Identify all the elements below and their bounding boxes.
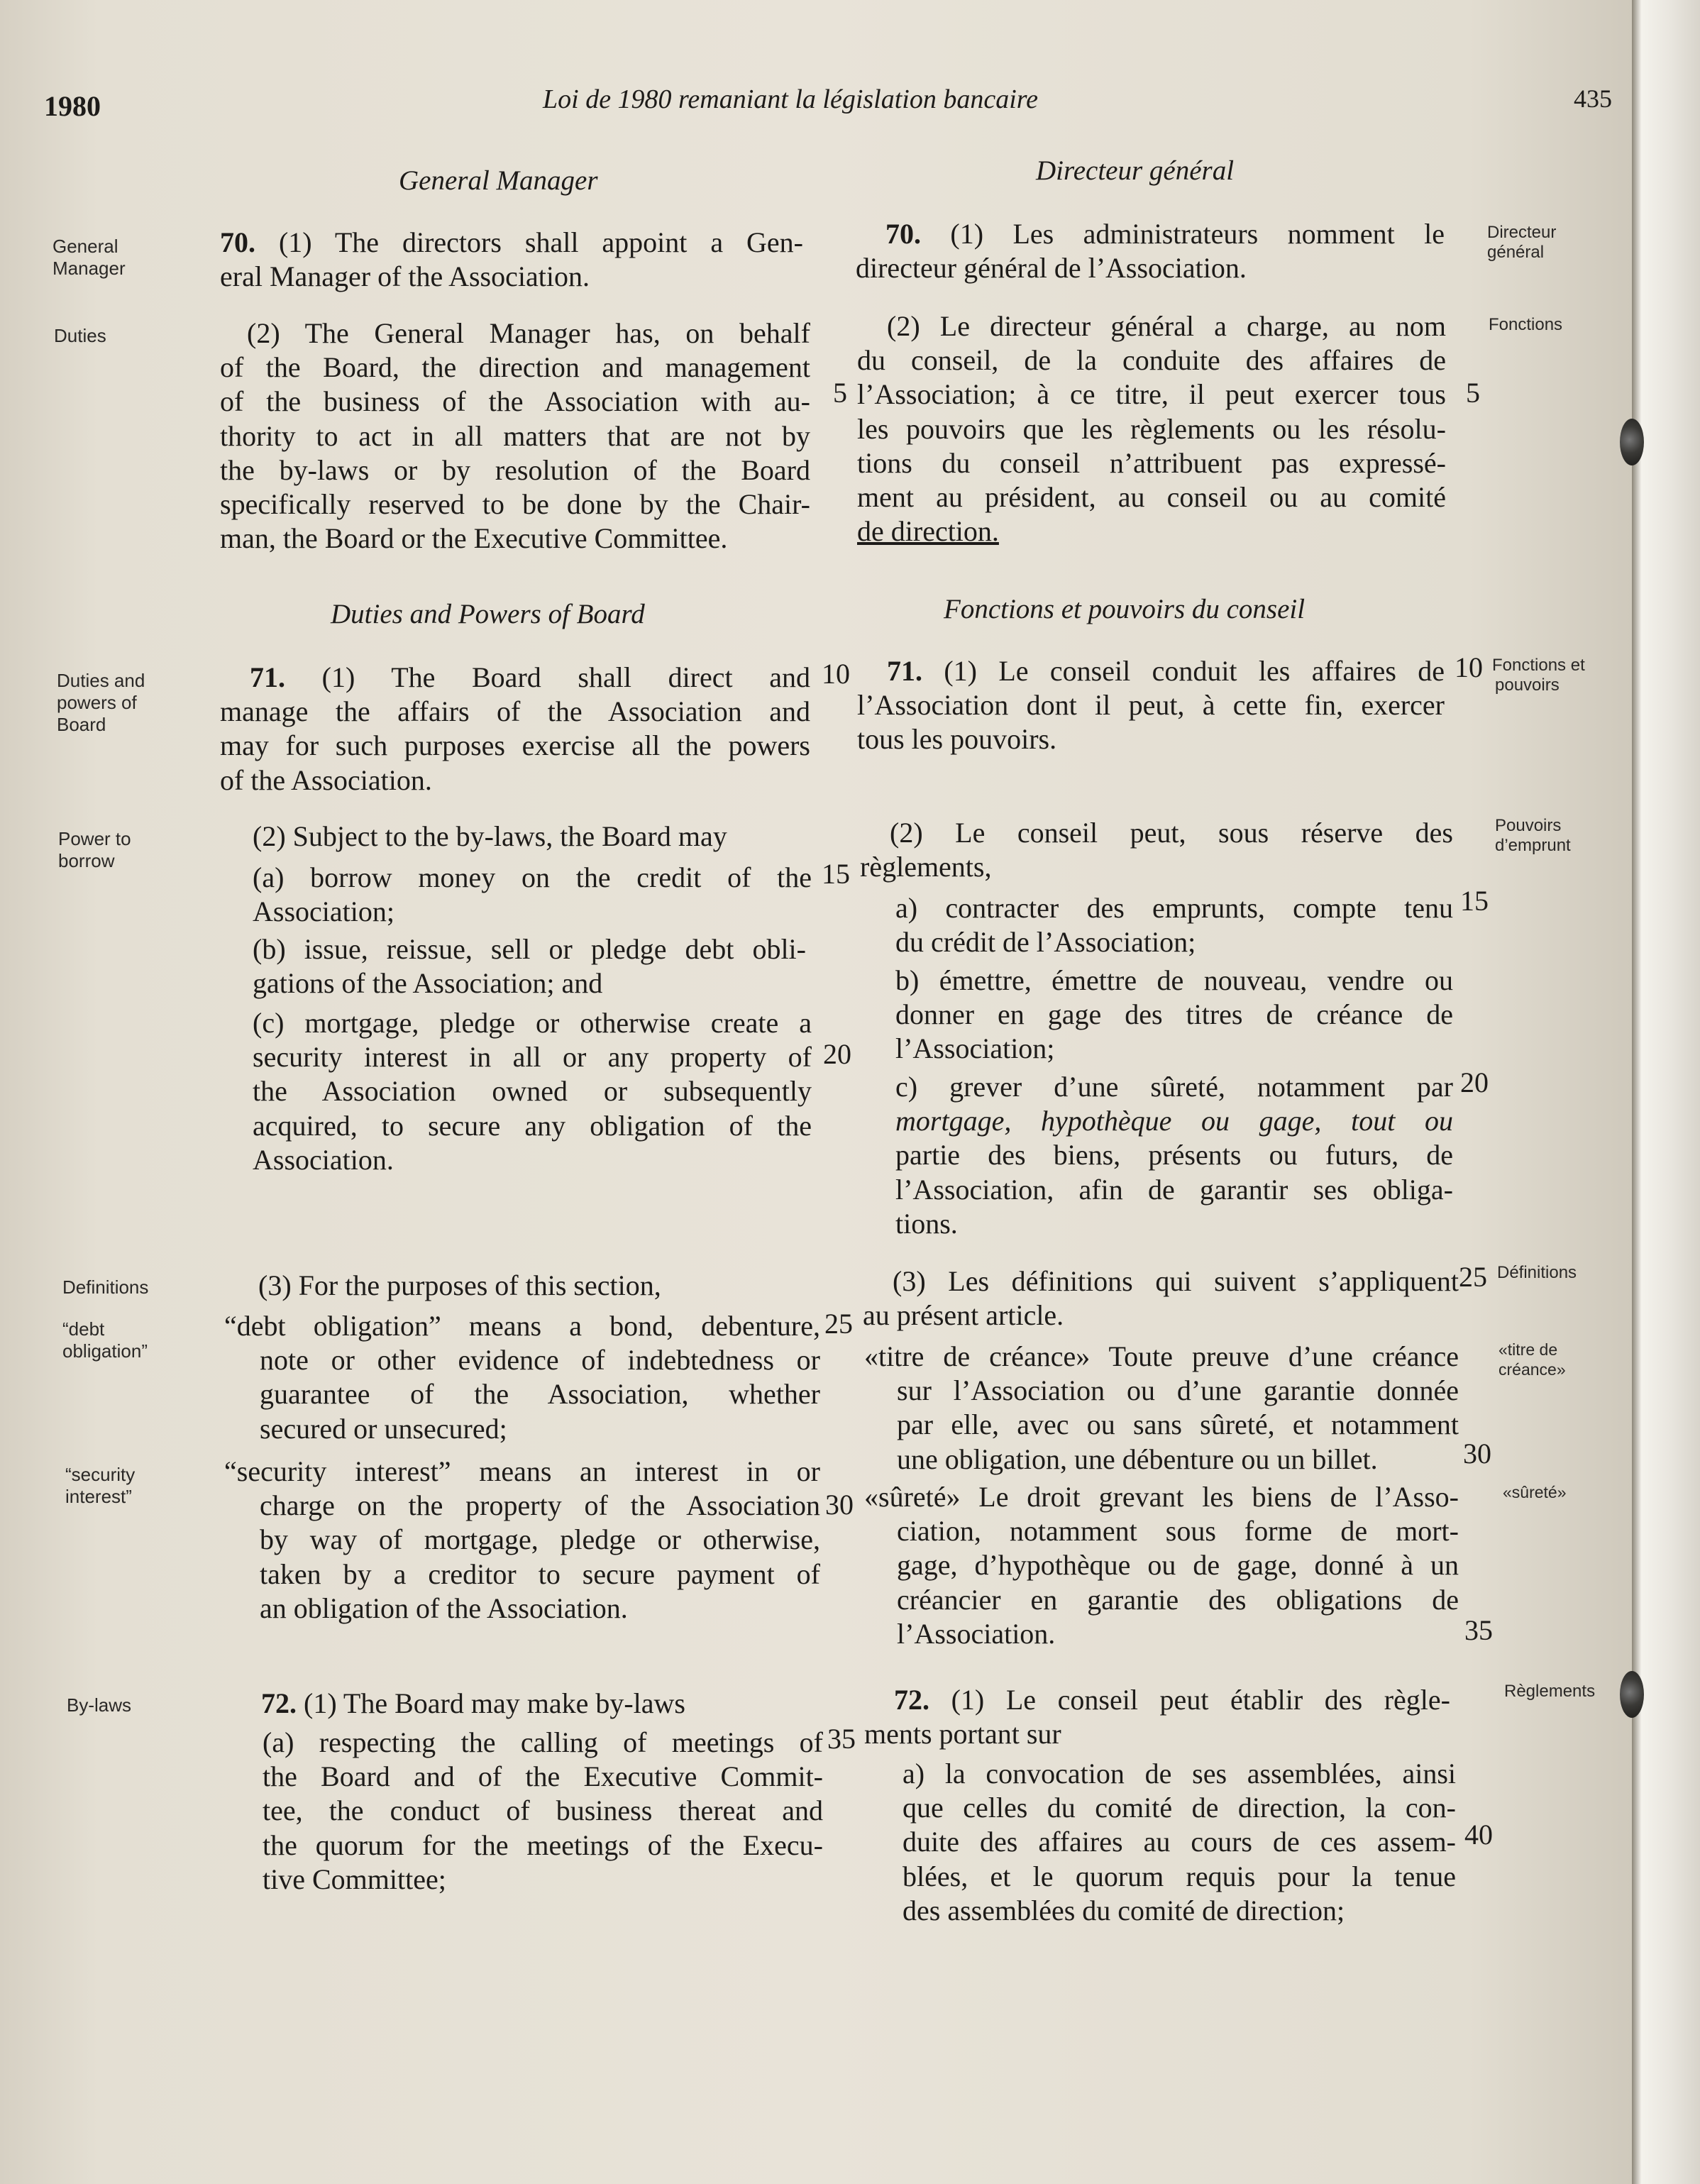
line-number: 30 <box>825 1489 854 1521</box>
header-year: 1980 <box>44 90 101 122</box>
en-section-70-1 <box>220 226 803 294</box>
line-number: 15 <box>822 858 850 890</box>
text-line: guarantee of the Association, whether <box>260 1378 820 1411</box>
text-line: ment au président, au conseil ou au comité <box>857 480 1446 513</box>
text-line: (3) For the purposes of this section, <box>258 1269 661 1301</box>
margin-note-duties-powers <box>57 670 145 736</box>
fr-section-71-3 <box>863 1264 1459 1333</box>
en-section-71-2-c <box>253 1006 812 1177</box>
en-section-70-2 <box>220 316 810 556</box>
text-line: l’Association. <box>897 1617 1056 1650</box>
section-number: 71. <box>250 661 285 693</box>
line-number: 40 <box>1464 1819 1493 1851</box>
fr-section-71-2-b <box>895 964 1453 1066</box>
margin-note-line: Duties and <box>57 670 145 691</box>
text-line: note or other evidence of indebtedness or <box>260 1344 820 1377</box>
text-line: an obligation of the Association. <box>260 1592 628 1624</box>
text-line: règlements, <box>860 851 992 883</box>
text-line: tee, the conduct of business thereat and <box>263 1794 823 1827</box>
text-line: b) émettre, émettre de nouveau, vendre ou <box>895 964 1453 996</box>
header-title: Loi de 1980 remaniant la législation bancaire <box>543 84 1039 114</box>
text-line: man, the Board or the Executive Committee. <box>220 522 728 555</box>
en-section-71-1 <box>220 661 810 798</box>
margin-note-line: Board <box>57 714 106 735</box>
text-line: «titre de créance» Toute preuve d’une créance <box>864 1340 1459 1372</box>
margin-note-directeur <box>1487 223 1556 263</box>
margin-note-line: interest” <box>65 1486 132 1507</box>
margin-note-line: Directeur <box>1487 223 1557 242</box>
text-line: sur l’Association ou d’une garantie donnée <box>897 1374 1459 1407</box>
heading-general-manager: General Manager <box>399 165 598 196</box>
fr-section-71-2-c <box>895 1070 1453 1241</box>
margin-note-line: Manager <box>53 258 126 279</box>
text-line: of the business of the Association with au- <box>220 385 810 418</box>
margin-note-power-to-borrow <box>58 828 131 872</box>
line-number: 20 <box>823 1038 851 1070</box>
text-line: (1) Les administrateurs nomment le <box>950 218 1445 250</box>
fr-definition-surete <box>864 1480 1459 1651</box>
text-line: “debt obligation” means a bond, debenture, <box>224 1310 820 1342</box>
text-line: des assemblées du comité de direction; <box>903 1894 1345 1926</box>
text-line: (a) respecting the calling of meetings of <box>263 1726 823 1758</box>
text-line: blées, et le quorum requis pour la tenue <box>903 1860 1456 1892</box>
text-line: «sûreté» Le droit grevant les biens de l’Asso- <box>864 1481 1459 1513</box>
text-line: charge on the property of the Association <box>260 1489 820 1522</box>
text-line: tions. <box>895 1207 958 1240</box>
text-line: une obligation, une débenture ou un billet. <box>897 1443 1378 1475</box>
fr-section-70-2 <box>857 309 1446 548</box>
header-page-number: 435 <box>1574 84 1612 113</box>
text-line: l’Association; <box>895 1032 1055 1065</box>
text-line: au présent article. <box>863 1299 1064 1332</box>
text-line: “security interest” means an interest in or <box>224 1455 820 1487</box>
text-line: Association. <box>253 1143 394 1176</box>
text-line: c) grever d’une sûreté, notamment par <box>895 1071 1453 1103</box>
heading-fonctions-pouvoirs: Fonctions et pouvoirs du conseil <box>944 594 1306 624</box>
fr-section-72-a <box>903 1757 1456 1928</box>
fr-section-72-1 <box>864 1683 1450 1751</box>
text-line: taken by a creditor to secure payment of <box>260 1557 820 1590</box>
margin-note-line: pouvoirs <box>1495 675 1560 695</box>
text-line: thority to act in all matters that are not by <box>220 419 810 452</box>
text-line: mortgage, hypothèque ou gage, tout ou <box>895 1105 1453 1137</box>
margin-note-line: «titre de <box>1498 1340 1558 1359</box>
book-binding <box>1632 0 1700 2184</box>
heading-duties-powers: Duties and Powers of Board <box>331 599 645 629</box>
binding-ring-top <box>1620 419 1644 465</box>
heading-directeur-general: Directeur général <box>1036 155 1235 186</box>
text-line: (3) Les définitions qui suivent s’appliquent <box>893 1265 1459 1297</box>
fr-definition-titre-creance <box>864 1340 1459 1477</box>
text-line: tions du conseil n’attribuent pas expressé- <box>857 446 1446 479</box>
text-line: l’Association, afin de garantir ses obliga- <box>895 1173 1453 1206</box>
fr-section-71-2 <box>860 816 1453 884</box>
text-line: the Board and of the Executive Commit- <box>263 1760 823 1793</box>
margin-note-line: Power to <box>58 828 131 849</box>
line-number: 10 <box>822 658 850 690</box>
margin-note-line: obligation” <box>62 1340 148 1362</box>
binding-ring-bottom <box>1620 1671 1644 1718</box>
line-number: 35 <box>827 1723 856 1755</box>
text-line: (2) The General Manager has, on behalf <box>247 317 810 349</box>
en-section-71-3 <box>258 1269 826 1303</box>
section-number: 70. <box>885 218 921 250</box>
en-section-71-2-a <box>253 861 812 929</box>
line-number: 25 <box>824 1308 853 1340</box>
text-line: a) la convocation de ses assemblées, ainsi <box>903 1758 1456 1789</box>
text-line: gations of the Association; and <box>253 967 603 1000</box>
margin-note-bylaws: By-laws <box>67 1694 132 1716</box>
text-line: eral Manager of the Association. <box>220 260 590 293</box>
margin-note-line: “security <box>65 1464 136 1485</box>
text-line: ciation, notamment sous forme de mort- <box>897 1515 1459 1548</box>
text-line: may for such purposes exercise all the powers <box>220 729 810 762</box>
text-line: (a) borrow money on the credit of the <box>253 861 812 893</box>
text-line: tive Committee; <box>263 1863 446 1895</box>
margin-note-line: “debt <box>62 1318 105 1340</box>
margin-note-line: powers of <box>57 692 137 713</box>
en-definition-security-interest <box>224 1455 820 1626</box>
line-number: 30 <box>1463 1438 1491 1469</box>
margin-note-surete: «sûreté» <box>1503 1483 1567 1501</box>
margin-note-duties: Duties <box>54 325 106 346</box>
text-line: tous les pouvoirs. <box>857 723 1057 756</box>
text-line: the quorum for the meetings of the Execu- <box>263 1829 823 1861</box>
text-line: (1) The Board may make by-laws <box>304 1687 685 1719</box>
margin-note-line: borrow <box>58 850 115 871</box>
margin-note-pouvoirs-emprunt <box>1495 816 1571 856</box>
margin-note-line: d’emprunt <box>1495 836 1571 855</box>
text-line: (c) mortgage, pledge or otherwise create a <box>253 1007 812 1039</box>
line-number: 20 <box>1460 1066 1489 1098</box>
text-line: (1) The Board shall direct and <box>321 661 811 693</box>
section-number: 72. <box>261 1687 297 1719</box>
line-number: 35 <box>1464 1614 1493 1646</box>
text-line: ments portant sur <box>864 1718 1061 1750</box>
text-line: par elle, avec ou sans sûreté, et notamment <box>897 1408 1459 1441</box>
en-section-72-1 <box>261 1687 829 1721</box>
text-line: directeur général de l’Association. <box>856 252 1247 285</box>
text-line: of the Board, the direction and management <box>220 351 810 384</box>
text-line: du crédit de l’Association; <box>895 926 1196 959</box>
text-line: by way of mortgage, pledge or otherwise, <box>260 1523 820 1556</box>
text-line: (1) The directors shall appoint a Gen- <box>278 226 804 258</box>
margin-note-titre-creance <box>1498 1340 1566 1379</box>
text-line: a) contracter des emprunts, compte tenu <box>895 892 1453 924</box>
section-number: 70. <box>220 226 255 258</box>
text-line: (2) Subject to the by-laws, the Board may <box>253 820 727 852</box>
text-line: les pouvoirs que les règlements ou les résolu- <box>857 412 1446 445</box>
margin-note-security-interest <box>65 1464 135 1508</box>
text-line: (1) Le conseil conduit les affaires de <box>944 655 1445 687</box>
en-definition-debt-obligation <box>224 1309 820 1446</box>
margin-note-debt-obligation <box>62 1318 148 1362</box>
margin-note-reglements: Règlements <box>1504 1682 1596 1701</box>
en-section-71-2-b <box>253 932 806 1000</box>
text-line: specifically reserved to be done by the Chair- <box>220 487 810 520</box>
line-number: 15 <box>1460 885 1489 917</box>
line-number: 5 <box>1466 377 1480 409</box>
en-section-71-2-intro <box>253 820 820 854</box>
text-line: de direction. <box>857 515 999 548</box>
text-line: l’Association; à ce titre, il peut exercer tous <box>857 378 1446 411</box>
text-line: of the Association. <box>220 763 432 796</box>
fr-section-71-1 <box>857 654 1445 757</box>
fr-section-70-1 <box>856 217 1445 285</box>
section-number: 71. <box>887 655 922 687</box>
text-line: du conseil, de la conduite des affaires de <box>857 344 1446 377</box>
margin-note-line: créance» <box>1498 1360 1566 1379</box>
margin-note-general-manager <box>53 236 126 280</box>
text-line: (2) Le directeur général a charge, au nom <box>887 310 1446 342</box>
line-number: 10 <box>1455 651 1483 683</box>
margin-note-line: Fonctions et <box>1492 656 1585 675</box>
text-line: l’Association dont il peut, à cette fin, exercer <box>857 689 1445 722</box>
line-number: 5 <box>833 377 847 409</box>
text-line: (1) Le conseil peut établir des règle- <box>951 1684 1450 1716</box>
text-line: manage the affairs of the Association and <box>220 695 810 728</box>
margin-note-definitions-fr: Définitions <box>1497 1263 1577 1282</box>
text-line: (b) issue, reissue, sell or pledge debt obli- <box>253 933 806 965</box>
text-line: partie des biens, présents ou futurs, de <box>895 1139 1453 1171</box>
margin-note-line: General <box>53 236 118 257</box>
en-section-72-a <box>263 1726 823 1897</box>
text-line: (2) Le conseil peut, sous réserve des <box>890 817 1453 849</box>
text-line: acquired, to secure any obligation of the <box>253 1109 812 1142</box>
margin-note-line: général <box>1487 243 1545 262</box>
text-line: secured or unsecured; <box>260 1412 507 1445</box>
text-line: security interest in all or any property of <box>253 1041 812 1074</box>
fr-section-71-2-a <box>895 891 1453 959</box>
section-number: 72. <box>894 1684 929 1716</box>
text-line: Association; <box>253 895 394 928</box>
margin-note-fonctions-pouvoirs <box>1492 656 1585 695</box>
text-line: duite des affaires au cours de ces assem- <box>903 1826 1456 1858</box>
text-line: donner en gage des titres de créance de <box>895 998 1453 1031</box>
margin-note-fonctions: Fonctions <box>1489 315 1563 334</box>
text-line: créancier en garantie des obligations de <box>897 1583 1459 1616</box>
margin-note-definitions: Definitions <box>62 1276 149 1298</box>
text-line: que celles du comité de direction, la con- <box>903 1792 1456 1824</box>
line-number: 25 <box>1459 1261 1487 1293</box>
text-line: the by-laws or by resolution of the Board <box>220 453 810 486</box>
text-line: gage, d’hypothèque ou de gage, donné à un <box>897 1549 1459 1582</box>
text-line: the Association owned or subsequently <box>253 1075 812 1108</box>
margin-note-line: Pouvoirs <box>1495 816 1562 835</box>
